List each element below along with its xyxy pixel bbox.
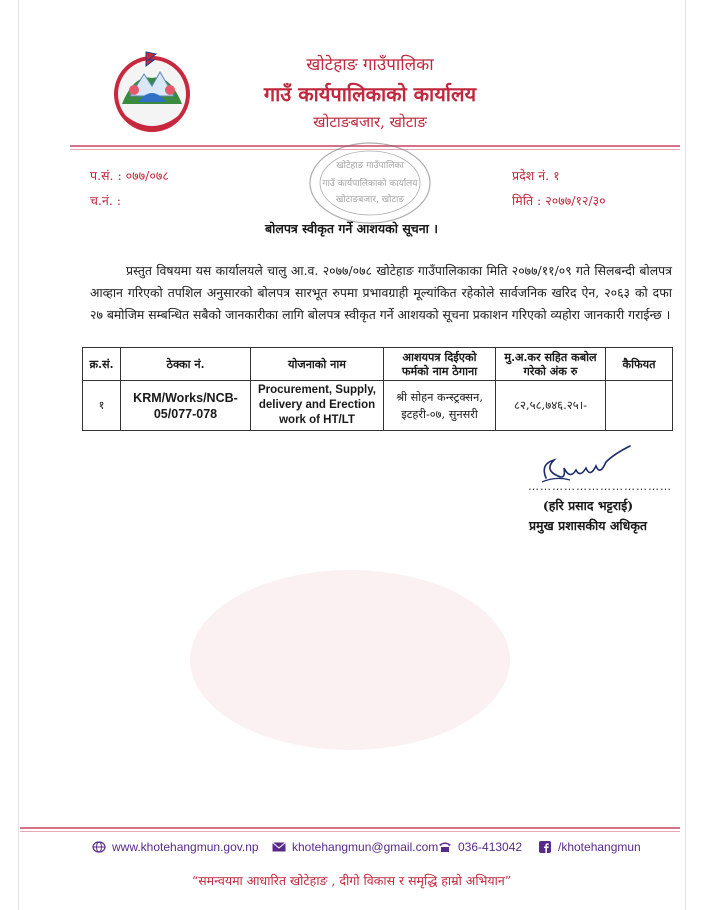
tender-table (82, 347, 673, 431)
signer-name: (हरि प्रसाद भट्टराई) (542, 498, 634, 513)
province-number: प्रदेश नं. १ (512, 168, 560, 183)
footer-rule (20, 827, 680, 829)
footer-facebook[interactable] (538, 840, 641, 854)
signer-title: प्रमुख प्रशासकीय अधिकृत (528, 518, 648, 533)
reference-number: प.सं. : ०७७/०७८ (90, 168, 169, 183)
municipality-name: खोटेहाङ गाउँपालिका (306, 55, 434, 75)
phone-text: 036-413042 (458, 840, 523, 854)
official-stamp (304, 138, 436, 228)
footer-email[interactable] (272, 840, 438, 854)
footer-phone[interactable] (438, 840, 522, 854)
table-header-row (83, 348, 673, 381)
stamp-text-2: गाउँ कार्यपालिकाको कार्यालय (322, 179, 418, 189)
watermark-emblem (150, 560, 550, 760)
cell-remarks (606, 381, 673, 431)
cell-contract-no: KRM/Works/NCB-05/077-078 (121, 381, 251, 431)
col-remarks: कैफियत (606, 348, 673, 381)
footer-motto: “समन्वयमा आधारित खोटेहाङ , दीगो विकास र समृद्धि हाम्रो अभियान” (191, 873, 512, 888)
office-address: खोटाङबजार, खोटाङ (313, 113, 427, 131)
col-project-name: योजनाको नाम (251, 348, 384, 381)
dispatch-number: च.नं. : (90, 193, 122, 208)
cell-amount: ८२,५८,७४६.२५।- (496, 381, 606, 431)
facebook-text: /khotehangmun (558, 840, 641, 854)
office-name: गाउँ कार्यपालिकाको कार्यालय (263, 82, 477, 106)
table-row (83, 381, 673, 431)
footer-contacts (0, 840, 703, 860)
footer-website[interactable] (92, 840, 259, 854)
col-contract-no: ठेक्का नं. (121, 348, 251, 381)
cell-bidder: श्री सोहन कन्स्ट्रक्सन, इटहरी-०७, सुनसरी (384, 381, 496, 431)
phone-icon (438, 841, 452, 853)
envelope-icon (272, 841, 286, 853)
cell-serial: १ (83, 381, 121, 431)
notice-date: मिति : २०७७/१२/३० (512, 193, 606, 208)
facebook-icon (538, 841, 552, 853)
col-amount: मु.अ.कर सहित कबोल गरेको अंक रु (496, 348, 606, 381)
stamp-text-3: खोटाङबजार, खोटाङ (335, 195, 405, 205)
stamp-text-1: खोटेहाङ गाउँपालिका (336, 161, 404, 171)
notice-subject: बोलपत्र स्वीकृत गर्ने आशयको सूचना । (264, 221, 439, 236)
notice-body: प्रस्तुत विषयमा यस कार्यालयले चालु आ.व. २०७७/०७८ खोटेहाङ गाउँपालिकाका मिति २०७७/११/०९ गते सिलबन्दी बोलपत्र आव्हान गरिएको तपशिल अनुसारको बोलपत्र सारभूत रुपमा प्रभावग्राही मूल्यांकित रहेकोले सार्वजनिक खरिद ऐन, २०६३ को दफा २७ बमोजिम सम्बन्धित सबैको जानकारीका लागि बोलपत्र स्वीकृत गर्ने आशयको सूचना प्रकाशन गरिएको व्यहोरा जानकारी गराईन्छ । (90, 263, 672, 322)
website-text: www.khotehangmun.gov.np (112, 840, 259, 854)
footer-rule-thin (20, 831, 680, 832)
col-serial: क्र.सं. (83, 348, 121, 381)
col-bidder: आशयपत्र दिईएको फर्मको नाम ठेगाना (384, 348, 496, 381)
globe-icon (92, 841, 106, 853)
email-text: khotehangmun@gmail.com (292, 840, 439, 854)
signature-line: ……………………………… (528, 480, 672, 493)
cell-project-name: Procurement, Supply, delivery and Erection work of HT/LT (251, 381, 384, 431)
nepal-emblem-logo (104, 44, 200, 136)
